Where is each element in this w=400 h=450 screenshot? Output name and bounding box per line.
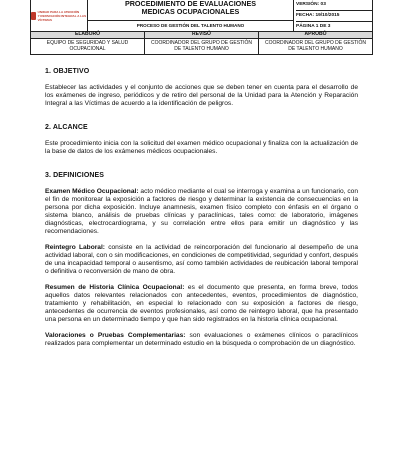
page-number: PÁGINA 1 DE 3 — [296, 21, 372, 32]
role-reviso — [145, 32, 259, 54]
logo-text-line2: Y REPARACIÓN INTEGRAL A LAS VÍCTIMAS — [37, 13, 87, 22]
document-title-line1: PROCEDIMIENTO DE EVALUACIONES — [124, 0, 257, 8]
role-elaboro — [31, 32, 145, 54]
section-heading-objetivo: 1. OBJETIVO — [45, 67, 90, 75]
definition-term: Resumen de Historia Clínica Ocupacional: — [45, 283, 185, 291]
definition-text: es el documento que presenta, en forma breve, todos aquellos datos relevantes relacionados con antecedentes, eventos, procedimientos de diagnóstico, tratamiento y rehabilitación, en especial lo relacionado con su exposición a factores de riesgo, antecedentes de ocurrencia de eventos profesionales, así como de reintegro laboral, que ha presentado una persona en un determinado tiempo y que han sido registrados en la historia clínica ocupacional. — [45, 283, 358, 323]
definition-text: son evaluaciones o exámenes clínicos o paraclínicos realizados para complementar un determinado estudio en la búsqueda o comprobación de un diagnóstico. — [45, 331, 358, 347]
date-label: FECHA: 19/10/2015 — [296, 10, 372, 21]
role-value: EQUIPO DE SEGURIDAD Y SALUD OCUPACIONAL — [46, 39, 129, 52]
section-heading-definiciones: 3. DEFINICIONES — [45, 171, 105, 179]
alcance-text: Este procedimiento inicia con la solicitud del examen médico ocupacional y finaliza con la actualización de la base de datos de los exámenes médicos ocupacionales. — [45, 139, 358, 155]
section-heading-alcance: 2. ALCANCE — [45, 123, 88, 131]
definition-item — [45, 188, 358, 236]
process-name: PROCESO DE GESTIÓN DEL TALENTO HUMANO — [88, 20, 293, 29]
role-label: ELABORÓ — [31, 32, 144, 39]
logo-text-line1: UNIDAD PARA LA ATENCIÓN — [37, 9, 80, 14]
definition-item — [45, 244, 358, 276]
definition-term: Reintegro Laboral: — [45, 243, 105, 251]
role-value: COORDINADOR DEL GRUPO DE GESTIÓN DE TALENTO HUMANO — [265, 39, 366, 52]
definition-text: consiste en la actividad de reincorporación del funcionario al desempeño de una actividad laboral, con o sin modificaciones, en condiciones de competitividad, seguridad y confort, después de una incapacidad temporal o ausentismo, así como también actividades de reubicación laboral temporal o definitiva o reconversión de mano de obra. — [45, 243, 358, 275]
definition-term: Valoraciones o Pruebas Complementarias: — [45, 331, 186, 339]
document-title-line2: MEDICAS OCUPACIONALES — [141, 7, 240, 16]
definition-text: acto médico mediante el cual se interroga y examina a un funcionario, con el fin de monitorear la exposición a factores de riesgo y determinar la existencia de consecuencias en la persona por dicha exposición. Incluye anamnesis, examen físico completo con énfasis en el órgano o sistema blanco, análisis de pruebas clínicas y paraclínicas, tales como: de laboratorio, imágenes diagnósticas, electrocardiograma, y su correlación entre ellos para emitir un diagnóstico y las recomendaciones. — [45, 187, 359, 235]
role-value: COORDINADOR DEL GRUPO DE GESTIÓN DE TALENTO HUMANO — [151, 39, 252, 52]
role-label: APROBÓ — [259, 32, 372, 39]
role-aprobo — [259, 32, 372, 54]
document-body — [30, 68, 370, 348]
seal-icon — [31, 12, 36, 20]
definition-item — [45, 332, 358, 348]
objetivo-text: Establecer las actividades y el conjunto de acciones que se deben tener en cuenta para el desarrollo de los exámenes de ingreso, periódicos y de retiro del personal de la Unidad para la Atención y Reparación Integral a las Víctimas de acuerdo a la identificación de peligros. — [45, 83, 358, 107]
document-header-table — [30, 0, 373, 55]
definition-term: Examen Médico Ocupacional: — [45, 187, 139, 195]
version-label: VERSIÓN: 03 — [296, 2, 326, 7]
definition-item — [45, 284, 358, 324]
organization-logo — [31, 0, 88, 31]
role-label: REVISÓ — [145, 32, 258, 39]
